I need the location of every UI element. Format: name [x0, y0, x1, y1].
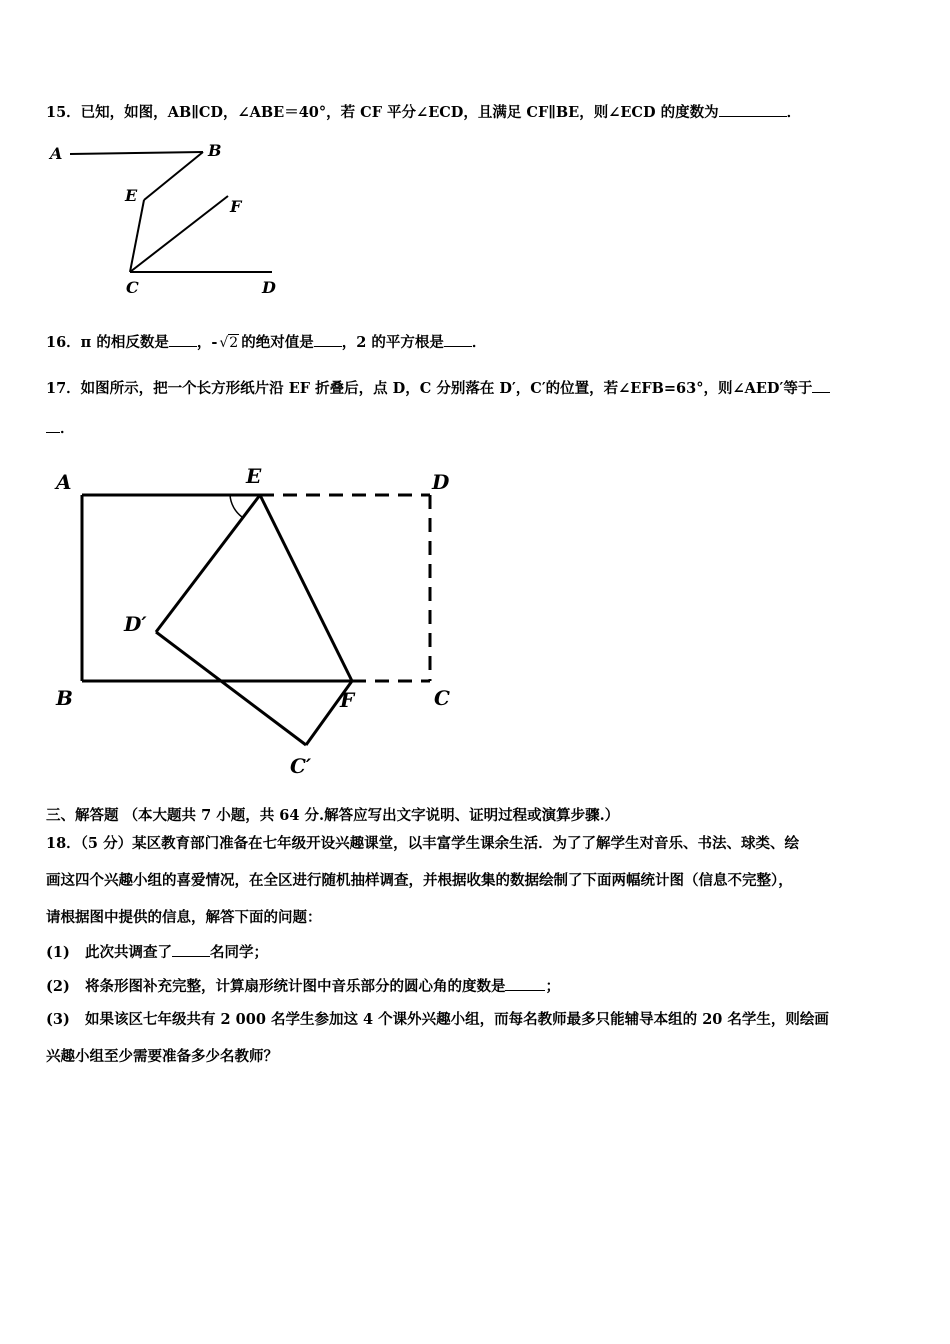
edge-ef	[260, 495, 352, 681]
question-18-sub1: (1) 此次共调查了 名同学；	[46, 944, 268, 961]
question-15-text: 15．已知，如图，AB∥CD，∠ABE＝40°，若 CF 平分∠ECD，且满足 CF∥BE，则∠ECD 的度数为 ．	[46, 104, 802, 121]
segment-cf	[130, 196, 228, 272]
label-e: E	[125, 186, 138, 205]
segment-ec	[130, 200, 144, 272]
question-16-text: 16．π 的相反数是 ，- √2 的绝对值是 ，2 的平方根是 ．	[46, 334, 487, 351]
question-17-text-cont: ．	[46, 418, 75, 439]
label-c: C	[434, 686, 450, 710]
sqrt-2: √2	[219, 335, 239, 351]
question-17-text: 17．如图所示，把一个长方形纸片沿 EF 折叠后，点 D，C 分别落在 D′，C′的位置，若∠EFB=63°，则∠AED′等于	[46, 378, 830, 399]
question-18-sub2: (2) 将条形图补充完整，计算扇形统计图中音乐部分的圆心角的度数是 ；	[46, 978, 560, 995]
angle-arc	[230, 495, 242, 517]
label-f: F	[340, 688, 355, 712]
q15-figure	[40, 135, 300, 305]
label-a: A	[56, 470, 72, 494]
question-18-sub3: (3) 如果该区七年级共有 2 000 名学生参加这 4 个课外兴趣小组，而每名教师最多只能辅导本组的 20 名学生，则绘画	[46, 1011, 829, 1028]
label-b: B	[56, 686, 73, 710]
question-18-sub3-cont: 兴趣小组至少需要准备多少名教师？	[46, 1048, 278, 1065]
section-3-heading: 三、解答题 （本大题共 7 小题，共 64 分.解答应写出文字说明、证明过程或演算步骤.）	[46, 807, 620, 824]
segment-ab	[70, 152, 203, 154]
question-18-line3: 请根据图中提供的信息，解答下面的问题：	[46, 909, 322, 926]
label-c: C	[126, 278, 139, 297]
label-d-prime: D′	[124, 612, 147, 636]
label-e: E	[246, 464, 262, 488]
label-c-prime: C′	[290, 754, 312, 778]
label-d: D	[432, 470, 450, 494]
question-18-line2: 画这四个兴趣小组的喜爱情况，在全区进行随机抽样调查，并根据收集的数据绘制了下面两幅统计图（信息不完整），	[46, 872, 793, 889]
q17-figure	[50, 455, 470, 785]
edge-ed-prime	[156, 495, 260, 632]
label-d: D	[262, 278, 276, 297]
label-f: F	[230, 197, 242, 216]
answer-blank	[719, 102, 787, 117]
question-18-line1: 18．（5 分）某区教育部门准备在七年级开设兴趣课堂，以丰富学生课余生活．为了了解学生对音乐、书法、球类、绘	[46, 835, 800, 852]
edge-d-prime-c-prime	[156, 632, 306, 745]
label-a: A	[50, 144, 63, 163]
segment-be	[144, 152, 203, 200]
label-b: B	[208, 141, 222, 160]
